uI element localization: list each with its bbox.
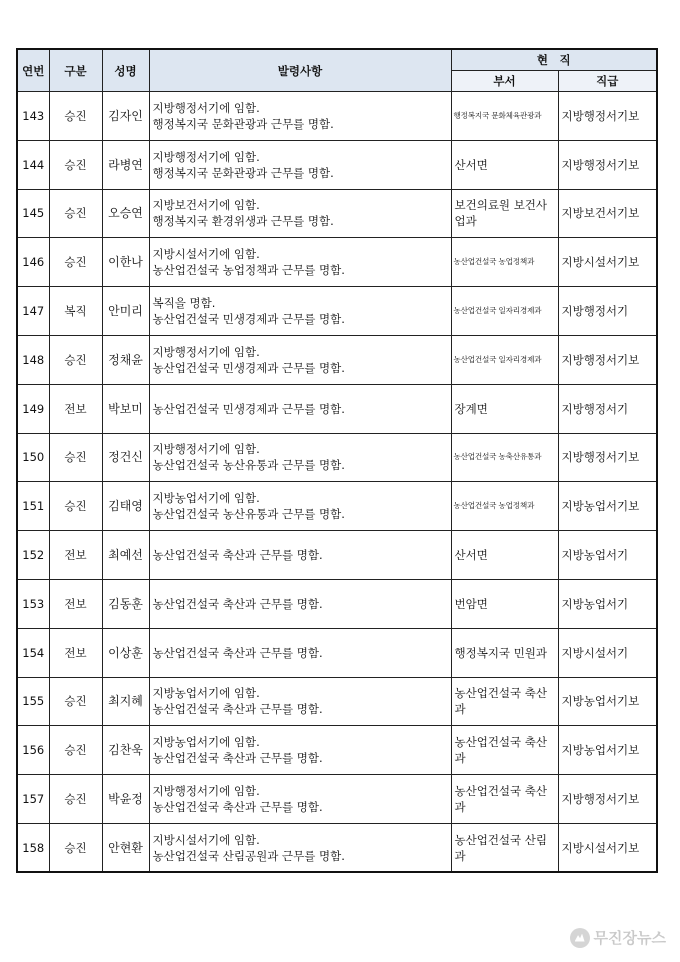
- cell-dept: 장계면: [451, 384, 558, 433]
- cell-grade: 지방시설서기: [558, 628, 657, 677]
- cell-grade: 지방행정서기보: [558, 92, 657, 141]
- order-line-1: 지방농업서기에 임함.: [152, 735, 260, 750]
- cell-name: 김태영: [102, 482, 149, 531]
- order-line-1: 지방행정서기에 임함.: [152, 149, 260, 164]
- table-row: [17, 140, 657, 189]
- header-order: 발령사항: [149, 49, 451, 92]
- order-line-2: 농산업건설국 산림공원과 근무를 명함.: [152, 848, 345, 863]
- order-line-2: 행정복지국 문화관광과 근무를 명함.: [152, 116, 334, 131]
- cell-order: [149, 384, 451, 433]
- cell-no: 147: [17, 287, 49, 336]
- cell-type: 승진: [49, 775, 102, 824]
- order-line-1: 지방보건서기에 임함.: [152, 198, 260, 213]
- order-line-2: 농산업건설국 농산유통과 근무를 명함.: [152, 507, 345, 522]
- cell-grade: 지방행정서기: [558, 287, 657, 336]
- cell-grade: 지방시설서기보: [558, 823, 657, 872]
- table-row: [17, 433, 657, 482]
- order-line-1: 지방행정서기에 임함.: [152, 442, 260, 457]
- cell-name: 박보미: [102, 384, 149, 433]
- cell-grade: 지방시설서기보: [558, 238, 657, 287]
- cell-dept: 산서면: [451, 140, 558, 189]
- table-row: [17, 628, 657, 677]
- cell-grade: 지방행정서기보: [558, 335, 657, 384]
- header-dept: 부서: [451, 71, 558, 92]
- cell-no: 144: [17, 140, 49, 189]
- order-line-1: 농산업건설국 축산과 근무를 명함.: [152, 645, 323, 660]
- cell-order: [149, 482, 451, 531]
- cell-type: 전보: [49, 384, 102, 433]
- table-row: [17, 823, 657, 872]
- cell-type: 승진: [49, 677, 102, 726]
- cell-order: [149, 531, 451, 580]
- cell-dept: 농산업건설국 축산과: [451, 726, 558, 775]
- order-line-2: 농산업건설국 축산과 근무를 명함.: [152, 751, 323, 766]
- table-row: [17, 384, 657, 433]
- cell-grade: 지방행정서기보: [558, 775, 657, 824]
- cell-dept: 보건의료원 보건사업과: [451, 189, 558, 238]
- cell-type: 승진: [49, 92, 102, 141]
- cell-name: 오승연: [102, 189, 149, 238]
- order-line-1: 농산업건설국 축산과 근무를 명함.: [152, 548, 323, 563]
- cell-order: [149, 92, 451, 141]
- order-line-2: 농산업건설국 민생경제과 근무를 명함.: [152, 312, 345, 327]
- cell-dept: 농산업건설국 농업정책과: [451, 482, 558, 531]
- order-line-1: 복직을 명함.: [152, 296, 216, 311]
- table-row: [17, 775, 657, 824]
- order-line-1: 지방농업서기에 임함.: [152, 686, 260, 701]
- cell-no: 153: [17, 579, 49, 628]
- cell-name: 이상훈: [102, 628, 149, 677]
- cell-name: 박윤정: [102, 775, 149, 824]
- cell-type: 복직: [49, 287, 102, 336]
- table-row: [17, 531, 657, 580]
- cell-name: 라병연: [102, 140, 149, 189]
- cell-name: 정채윤: [102, 335, 149, 384]
- cell-type: 전보: [49, 579, 102, 628]
- cell-no: 149: [17, 384, 49, 433]
- cell-no: 146: [17, 238, 49, 287]
- cell-type: 승진: [49, 238, 102, 287]
- header-type: 구분: [49, 49, 102, 92]
- cell-name: 김자인: [102, 92, 149, 141]
- order-line-1: 지방시설서기에 임함.: [152, 832, 260, 847]
- order-line-2: 농산업건설국 농업정책과 근무를 명함.: [152, 263, 345, 278]
- order-line-1: 지방농업서기에 임함.: [152, 491, 260, 506]
- cell-order: [149, 287, 451, 336]
- cell-dept: 농산업건설국 농축산유통과: [451, 433, 558, 482]
- table-row: [17, 92, 657, 141]
- cell-type: 승진: [49, 140, 102, 189]
- cell-name: 최예선: [102, 531, 149, 580]
- table-row: [17, 287, 657, 336]
- cell-no: 155: [17, 677, 49, 726]
- cell-dept: 농산업건설국 농업정책과: [451, 238, 558, 287]
- table-row: [17, 726, 657, 775]
- order-line-1: 농산업건설국 축산과 근무를 명함.: [152, 596, 323, 611]
- cell-order: [149, 189, 451, 238]
- watermark: [570, 927, 666, 948]
- cell-order: [149, 140, 451, 189]
- order-line-2: 농산업건설국 축산과 근무를 명함.: [152, 800, 323, 815]
- cell-no: 148: [17, 335, 49, 384]
- table-row: [17, 238, 657, 287]
- cell-dept: 농산업건설국 축산과: [451, 677, 558, 726]
- cell-dept: 농산업건설국 일자리경제과: [451, 287, 558, 336]
- header-no: 연번: [17, 49, 49, 92]
- cell-type: 승진: [49, 335, 102, 384]
- cell-grade: 지방농업서기보: [558, 482, 657, 531]
- cell-dept: 산서면: [451, 531, 558, 580]
- cell-dept: 농산업건설국 산림과: [451, 823, 558, 872]
- watermark-text: 무진장뉴스: [593, 929, 666, 947]
- cell-grade: 지방농업서기: [558, 579, 657, 628]
- cell-order: [149, 775, 451, 824]
- cell-name: 이한나: [102, 238, 149, 287]
- cell-order: [149, 726, 451, 775]
- cell-grade: 지방농업서기보: [558, 726, 657, 775]
- cell-grade: 지방보건서기보: [558, 189, 657, 238]
- cell-name: 최지혜: [102, 677, 149, 726]
- cell-type: 승진: [49, 726, 102, 775]
- cell-grade: 지방농업서기보: [558, 677, 657, 726]
- cell-order: [149, 579, 451, 628]
- header-name: 성명: [102, 49, 149, 92]
- cell-name: 김찬욱: [102, 726, 149, 775]
- order-line-2: 행정복지국 문화관광과 근무를 명함.: [152, 165, 334, 180]
- personnel-order-table: [16, 48, 658, 873]
- table-row: [17, 677, 657, 726]
- cell-name: 안현환: [102, 823, 149, 872]
- cell-no: 151: [17, 482, 49, 531]
- cell-order: [149, 335, 451, 384]
- order-line-2: 행정복지국 환경위생과 근무를 명함.: [152, 214, 334, 229]
- watermark-logo-icon: [570, 928, 590, 948]
- cell-dept: 농산업건설국 일자리경제과: [451, 335, 558, 384]
- cell-order: [149, 628, 451, 677]
- order-line-1: 지방행정서기에 임함.: [152, 100, 260, 115]
- cell-order: [149, 433, 451, 482]
- order-line-1: 지방행정서기에 임함.: [152, 344, 260, 359]
- cell-no: 154: [17, 628, 49, 677]
- table-row: [17, 189, 657, 238]
- cell-no: 156: [17, 726, 49, 775]
- cell-name: 김동훈: [102, 579, 149, 628]
- cell-no: 157: [17, 775, 49, 824]
- header-grade: 직급: [558, 71, 657, 92]
- order-line-2: 농산업건설국 축산과 근무를 명함.: [152, 702, 323, 717]
- cell-dept: 농산업건설국 축산과: [451, 775, 558, 824]
- cell-no: 150: [17, 433, 49, 482]
- cell-grade: 지방행정서기보: [558, 433, 657, 482]
- cell-type: 승진: [49, 189, 102, 238]
- cell-grade: 지방행정서기보: [558, 140, 657, 189]
- header-current: 현 직: [451, 49, 657, 71]
- cell-no: 145: [17, 189, 49, 238]
- cell-type: 전보: [49, 628, 102, 677]
- cell-dept: 번암면: [451, 579, 558, 628]
- cell-dept: 행정복지국 민원과: [451, 628, 558, 677]
- cell-no: 143: [17, 92, 49, 141]
- cell-type: 승진: [49, 433, 102, 482]
- order-line-1: 농산업건설국 민생경제과 근무를 명함.: [152, 401, 345, 416]
- cell-no: 152: [17, 531, 49, 580]
- cell-order: [149, 238, 451, 287]
- cell-dept: 행정복지국 문화체육관광과: [451, 92, 558, 141]
- cell-type: 승진: [49, 823, 102, 872]
- order-line-1: 지방시설서기에 임함.: [152, 247, 260, 262]
- cell-grade: 지방농업서기: [558, 531, 657, 580]
- order-line-2: 농산업건설국 민생경제과 근무를 명함.: [152, 360, 345, 375]
- table-row: [17, 335, 657, 384]
- cell-name: 정건신: [102, 433, 149, 482]
- cell-order: [149, 677, 451, 726]
- cell-order: [149, 823, 451, 872]
- cell-type: 전보: [49, 531, 102, 580]
- table-row: [17, 482, 657, 531]
- cell-no: 158: [17, 823, 49, 872]
- table-row: [17, 579, 657, 628]
- cell-name: 안미리: [102, 287, 149, 336]
- order-line-1: 지방행정서기에 임함.: [152, 784, 260, 799]
- order-line-2: 농산업건설국 농산유통과 근무를 명함.: [152, 458, 345, 473]
- cell-type: 승진: [49, 482, 102, 531]
- cell-grade: 지방행정서기: [558, 384, 657, 433]
